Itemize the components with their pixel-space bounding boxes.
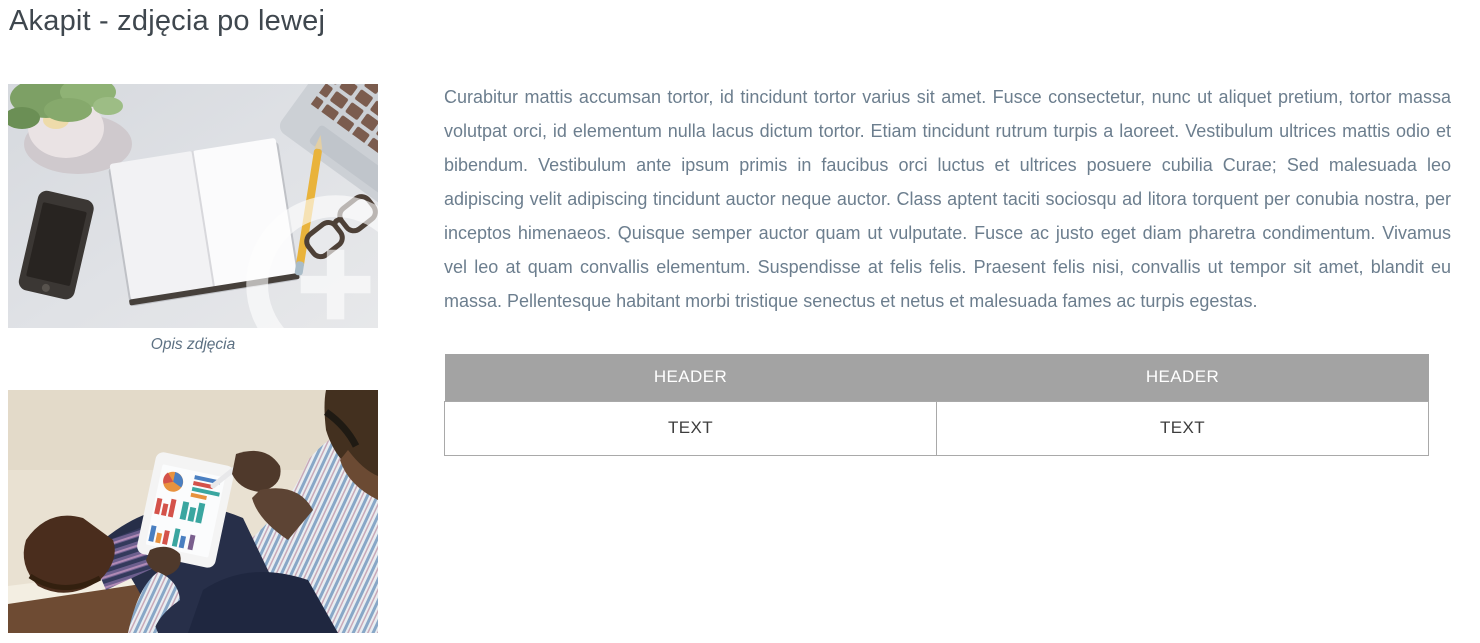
page-title: Akapit - zdjęcia po lewej bbox=[9, 5, 326, 37]
gallery-image-desk[interactable] bbox=[8, 84, 378, 328]
table-row bbox=[445, 401, 1429, 455]
table-cell-2: TEXT bbox=[937, 401, 1429, 455]
notebook-illustration bbox=[107, 137, 299, 306]
gallery-image-tablet[interactable] bbox=[8, 390, 378, 633]
body-paragraph: Curabitur mattis accumsan tortor, id tincidunt tortor varius sit amet. Fusce consectetur, nunc ut aliquet pretium, tortor massa volutpat orci, id elementum nulla lacus dictum tortor. Etiam tincidunt rutrum turpis a laoreet. Vestibulum ultrices mattis odio et bibendum. Vestibulum ante ipsum primis in faucibus orci luctus et ultrices posuere cubilia Curae; Sed malesuada leo adipiscing velit adipiscing tincidunt auctor neque auctor. Class aptent taciti sociosqu ad litora torquent per conubia nostra, per inceptos himenaeos. Quisque semper auctor quam ut vulputate. Fusce ac justo eget diam pharetra condimentum. Vivamus vel leo at quam convallis elementum. Suspendisse at felis felis. Praesent felis nisi, convallis ut tempor sit amet, blandit eu massa. Pellentesque habitant morbi tristique senectus et netus et malesuada fames ac turpis egestas. bbox=[444, 87, 1451, 311]
image-caption: Opis zdjęcia bbox=[150, 336, 236, 353]
content-table bbox=[444, 354, 1429, 456]
desk-photo-illustration bbox=[8, 84, 378, 328]
tablet-photo-illustration bbox=[8, 390, 378, 633]
table-header-row bbox=[445, 354, 1429, 401]
table-header-cell-1: HEADER bbox=[445, 354, 937, 401]
article-column bbox=[444, 80, 1451, 456]
table-cell-1: TEXT bbox=[445, 401, 937, 455]
table-header-cell-2: HEADER bbox=[937, 354, 1429, 401]
